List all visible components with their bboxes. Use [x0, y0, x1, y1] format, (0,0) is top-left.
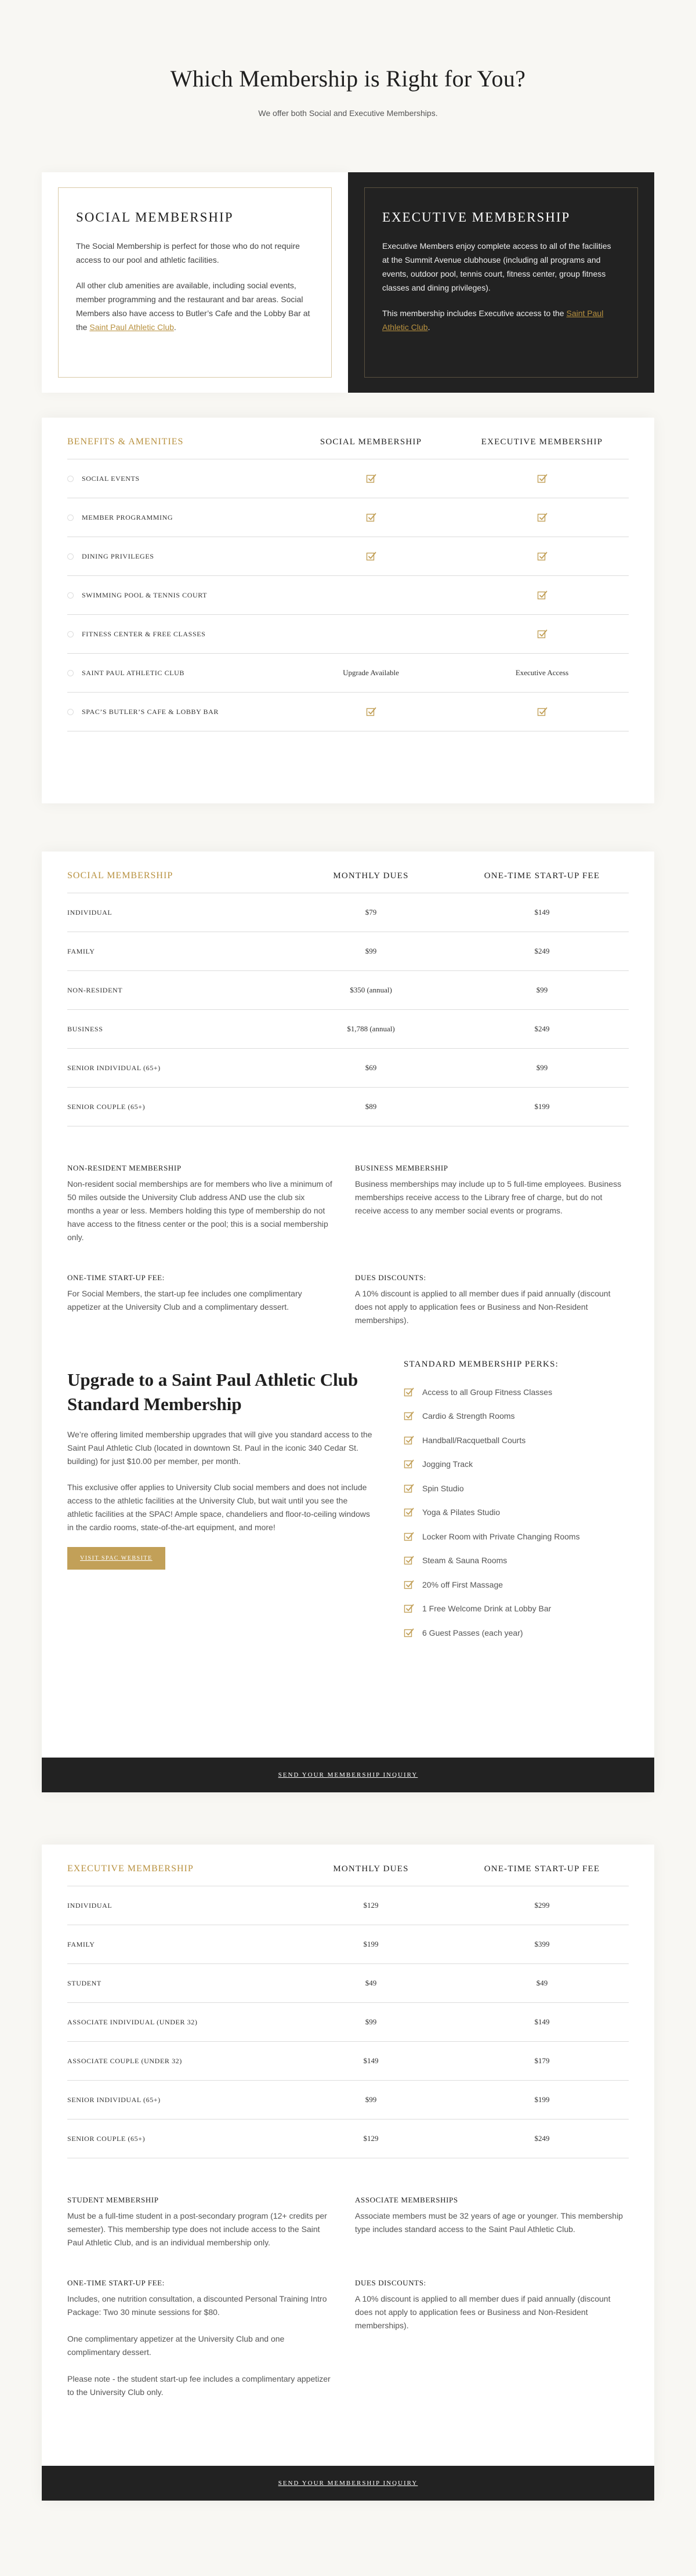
executive-intro-title: EXECUTIVE MEMBERSHIP [382, 210, 571, 224]
executive-intro-text: Executive Members enjoy complete access to all of the facilities at the Summit Avenue clubhouse (including all programs and events, outdoor pool, tennis court, fitness center, group fitness classes and dining privileges). [382, 241, 611, 292]
perk-label: Handball/Racquetball Courts [422, 1435, 526, 1445]
checkbox-check-icon [366, 473, 376, 484]
membership-type: ASSOCIATE COUPLE (UNDER 32) [67, 2056, 182, 2065]
social-pricing-card [42, 852, 654, 1792]
perk-label: 6 Guest Passes (each year) [422, 1628, 523, 1637]
startup-fee: $249 [534, 2134, 550, 2143]
membership-type: SENIOR COUPLE (65+) [67, 2134, 146, 2143]
benefits-column-header: BENEFITS & AMENITIES [67, 437, 184, 447]
benefit-row [67, 537, 629, 576]
monthly-dues: $99 [365, 2095, 377, 2104]
benefit-label: SPAC’S BUTLER’S CAFE & LOBBY BAR [82, 707, 219, 716]
executive-intro-text-2: This membership includes Executive access to the Saint Paul Athletic Club. [382, 309, 604, 332]
perk-label: Jogging Track [422, 1459, 473, 1469]
cell-text: Executive Access [515, 668, 569, 677]
startup-fee-column-header: ONE-TIME START-UP FEE [484, 1864, 600, 1874]
executive-membership-column-header: EXECUTIVE MEMBERSHIP [67, 1864, 194, 1874]
executive-pricing-card [42, 1845, 654, 2501]
checkbox-check-icon [404, 1628, 414, 1638]
pricing-row [67, 1010, 629, 1049]
note-title: NON-RESIDENT MEMBERSHIP [67, 1164, 182, 1172]
monthly-dues: $129 [363, 2134, 379, 2143]
startup-fee: $299 [534, 1901, 550, 1910]
checkbox-check-icon [404, 1579, 414, 1590]
membership-type: BUSINESS [67, 1024, 103, 1033]
startup-fee: $249 [534, 947, 550, 955]
pricing-row [67, 1088, 629, 1126]
pricing-row [67, 1886, 629, 1925]
note-text: One complimentary appetizer at the University Club and one complimentary dessert. [67, 2334, 285, 2357]
bullet-icon [67, 709, 74, 715]
bullet-icon [67, 592, 74, 599]
monthly-dues: $99 [365, 2017, 377, 2026]
social-cell [285, 707, 456, 717]
benefit-row [67, 654, 629, 693]
note-text: A 10% discount is applied to all member dues if paid annually (discount does not apply to application fees or Business and Non-Resident memberships). [355, 1289, 611, 1325]
bullet-icon [67, 515, 74, 521]
page-subtitle: We offer both Social and Executive Memberships. [258, 108, 438, 118]
checkbox-check-icon [366, 707, 376, 717]
perk-item [404, 1380, 629, 1404]
perks-title: STANDARD MEMBERSHIP PERKS: [404, 1360, 559, 1369]
membership-type: FAMILY [67, 1940, 95, 1948]
executive-cell [456, 668, 628, 677]
startup-fee-column-header: ONE-TIME START-UP FEE [484, 871, 600, 881]
perk-item [404, 1404, 629, 1429]
startup-fee: $399 [534, 1940, 550, 1948]
hero [0, 0, 696, 118]
note-block [67, 2278, 348, 2399]
membership-type: INDIVIDUAL [67, 1901, 113, 1910]
checkbox-check-icon [404, 1531, 414, 1542]
startup-fee: $249 [534, 1024, 550, 1033]
note-block [67, 2195, 348, 2249]
note-text: Non-resident social memberships are for members who live a minimum of 50 miles outside the University Club address AND use the club six months a year or less. Members holding this type of membership do not have access to the fitness center or the pool; this is a social membership only. [67, 1179, 332, 1242]
pricing-row [67, 893, 629, 932]
pricing-row [67, 1049, 629, 1088]
social-pricing-body [67, 893, 629, 1126]
monthly-dues: $1,788 (annual) [347, 1024, 395, 1033]
checkbox-check-icon [404, 1483, 414, 1494]
checkbox-check-icon [366, 512, 376, 523]
perk-item [404, 1621, 629, 1645]
checkbox-check-icon [404, 1507, 414, 1517]
note-text: Includes, one nutrition consultation, a discounted Personal Training Intro Package: Two 30 minute sessions for $80. [67, 2294, 327, 2317]
executive-cell [456, 707, 628, 717]
pricing-row [67, 2120, 629, 2158]
checkbox-check-icon [404, 1411, 414, 1421]
executive-cell [456, 551, 628, 561]
spac-link[interactable]: Saint Paul Athletic Club [382, 309, 604, 332]
checkbox-check-icon [537, 551, 548, 561]
social-pricing-header [67, 860, 629, 893]
monthly-dues: $129 [363, 1901, 379, 1910]
membership-type: INDIVIDUAL [67, 908, 113, 916]
visit-spac-button[interactable]: VISIT SPAC WEBSITE [67, 1547, 165, 1570]
note-title: STUDENT MEMBERSHIP [67, 2195, 159, 2204]
perk-item [404, 1524, 629, 1549]
perk-label: Access to all Group Fitness Classes [422, 1387, 553, 1397]
note-text: A 10% discount is applied to all member dues if paid annually (discount does not apply to application fees or Business and Non-Resident memberships). [355, 2294, 611, 2330]
membership-type: STUDENT [67, 1979, 102, 1987]
social-intro-text-2: All other club amenities are available, including social events, member programming and the restaurant and bar areas. Social Members also have access to Butler’s Cafe and the Lobby Bar at the Saint Paul Athletic Club. [76, 281, 310, 332]
benefit-row [67, 459, 629, 498]
social-column-header: SOCIAL MEMBERSHIP [320, 437, 422, 447]
benefit-label: DINING PRIVILEGES [82, 552, 154, 560]
checkbox-check-icon [537, 590, 548, 600]
note-title: ONE-TIME START-UP FEE: [67, 1273, 165, 1282]
upgrade-text-2: This exclusive offer applies to University Club social members and does not include access to the athletic facilities at the University Club, but wait until you see the athletic facilities at the SPAC! Ample space, chandeliers and floor-to-ceiling windows in the cardio rooms, state-of-the-art equipment, and more! [67, 1483, 370, 1532]
startup-fee: $199 [534, 1102, 550, 1111]
benefit-label: MEMBER PROGRAMMING [82, 513, 173, 521]
membership-type: SENIOR COUPLE (65+) [67, 1102, 146, 1111]
benefit-label: SOCIAL EVENTS [82, 474, 140, 483]
note-title: BUSINESS MEMBERSHIP [355, 1164, 448, 1172]
executive-notes [67, 2195, 629, 2399]
perk-item [404, 1476, 629, 1501]
checkbox-check-icon [537, 707, 548, 717]
note-title: DUES DISCOUNTS: [355, 1273, 426, 1282]
perk-item [404, 1501, 629, 1525]
benefit-label: FITNESS CENTER & FREE CLASSES [82, 629, 206, 638]
perk-label: Locker Room with Private Changing Rooms [422, 1531, 580, 1541]
benefits-table-body [67, 459, 629, 731]
bullet-icon [67, 631, 74, 637]
upgrade-text: We’re offering limited membership upgrades that will give you standard access to the Saint Paul Athletic Club (located in downtown St. Paul in the iconic 340 Cedar St. building) for just $10.00 per member, per month. [67, 1430, 372, 1466]
checkbox-check-icon [404, 1387, 414, 1397]
executive-column-header: EXECUTIVE MEMBERSHIP [481, 437, 603, 447]
checkbox-check-icon [537, 629, 548, 639]
benefits-table-header [67, 426, 629, 459]
startup-fee: $149 [534, 2017, 550, 2026]
benefit-row [67, 615, 629, 654]
membership-type: NON-RESIDENT [67, 986, 123, 994]
checkbox-check-icon [404, 1555, 414, 1566]
bullet-icon [67, 553, 74, 560]
social-intro-text: The Social Membership is perfect for those who do not require access to our pool and athletic facilities. [76, 241, 300, 265]
social-notes [67, 1164, 629, 1327]
note-block [348, 1164, 629, 1244]
monthly-dues: $199 [363, 1940, 379, 1948]
perk-label: 20% off First Massage [422, 1579, 503, 1589]
note-block [67, 1164, 348, 1244]
executive-cell [456, 590, 628, 600]
benefit-label: SWIMMING POOL & TENNIS COURT [82, 590, 208, 599]
monthly-dues-column-header: MONTHLY DUES [333, 871, 409, 881]
social-cell [285, 512, 456, 523]
perk-item [404, 1549, 629, 1573]
executive-cell [456, 629, 628, 639]
monthly-dues: $149 [363, 2056, 379, 2065]
benefits-card [42, 418, 654, 803]
note-title: ONE-TIME START-UP FEE: [67, 2278, 165, 2287]
perk-item [404, 1597, 629, 1621]
note-title: ASSOCIATE MEMBERSHIPS [355, 2195, 458, 2204]
membership-type: ASSOCIATE INDIVIDUAL (UNDER 32) [67, 2017, 198, 2026]
page-title: Which Membership is Right for You? [170, 66, 526, 92]
membership-type: SENIOR INDIVIDUAL (65+) [67, 2095, 161, 2104]
monthly-dues: $89 [365, 1102, 377, 1111]
perks-list [404, 1380, 629, 1645]
pricing-row [67, 2003, 629, 2042]
perk-label: Cardio & Strength Rooms [422, 1411, 515, 1421]
membership-intro [42, 172, 654, 393]
monthly-dues: $49 [365, 1979, 377, 1987]
perk-label: Yoga & Pilates Studio [422, 1508, 501, 1517]
upgrade-title: Upgrade to a Saint Paul Athletic Club Standard Membership [67, 1369, 358, 1414]
startup-fee: $99 [536, 986, 548, 994]
benefit-label: SAINT PAUL ATHLETIC CLUB [82, 668, 184, 677]
note-text: For Social Members, the start-up fee includes one complimentary appetizer at the University Club and a complimentary dessert. [67, 1289, 302, 1311]
social-cell [285, 551, 456, 561]
benefit-row [67, 693, 629, 731]
membership-type: FAMILY [67, 947, 95, 955]
executive-pricing-header [67, 1853, 629, 1886]
note-block [348, 1273, 629, 1327]
upgrade-section [67, 1360, 629, 1645]
spac-link[interactable]: Saint Paul Athletic Club [89, 323, 174, 332]
perk-label: Steam & Sauna Rooms [422, 1556, 507, 1566]
startup-fee: $149 [534, 908, 550, 916]
note-text: Please note - the student start-up fee includes a complimentary appetizer to the University Club only. [67, 2374, 331, 2397]
monthly-dues: $350 (annual) [350, 986, 392, 994]
executive-cell [456, 512, 628, 523]
startup-fee: $199 [534, 2095, 550, 2104]
benefit-row [67, 576, 629, 615]
monthly-dues-column-header: MONTHLY DUES [333, 1864, 409, 1874]
social-membership-column-header: SOCIAL MEMBERSHIP [67, 871, 173, 881]
note-title: DUES DISCOUNTS: [355, 2278, 426, 2287]
checkbox-check-icon [537, 512, 548, 523]
checkbox-check-icon [366, 551, 376, 561]
executive-intro-box [348, 172, 654, 393]
bullet-icon [67, 670, 74, 676]
social-cell [285, 473, 456, 484]
perk-item [404, 1573, 629, 1597]
cell-text: Upgrade Available [343, 668, 399, 677]
note-block [67, 1273, 348, 1327]
monthly-dues: $69 [365, 1063, 377, 1072]
perk-item [404, 1452, 629, 1477]
note-text: Must be a full-time student in a post-secondary program (12+ credits per semester). This membership type does not include access to the Saint Paul Athletic Club, and is an individual membership only. [67, 2211, 327, 2247]
executive-pricing-body [67, 1886, 629, 2158]
perk-label: Spin Studio [422, 1483, 464, 1493]
startup-fee: $179 [534, 2056, 550, 2065]
perk-item [404, 1428, 629, 1452]
checkbox-check-icon [404, 1459, 414, 1469]
pricing-row [67, 1964, 629, 2003]
checkbox-check-icon [404, 1603, 414, 1614]
send-inquiry-button[interactable]: SEND YOUR MEMBERSHIP INQUIRY [42, 1758, 654, 1792]
startup-fee: $99 [536, 1063, 548, 1072]
startup-fee: $49 [536, 1979, 548, 1987]
checkbox-check-icon [404, 1435, 414, 1445]
note-text: Associate members must be 32 years of age or younger. This membership type includes standard access to the Saint Paul Athletic Club. [355, 2211, 623, 2234]
pricing-row [67, 971, 629, 1010]
social-cell [285, 668, 456, 677]
note-block [348, 2278, 629, 2399]
perk-label: 1 Free Welcome Drink at Lobby Bar [422, 1604, 552, 1614]
pricing-row [67, 932, 629, 971]
membership-type: SENIOR INDIVIDUAL (65+) [67, 1063, 161, 1072]
bullet-icon [67, 476, 74, 482]
social-intro-box [42, 172, 348, 393]
note-text: Business memberships may include up to 5 full-time employees. Business memberships receive access to the Library free of charge, but do not receive access to any member social events or programs. [355, 1179, 622, 1215]
checkbox-check-icon [537, 473, 548, 484]
monthly-dues: $99 [365, 947, 377, 955]
pricing-row [67, 2042, 629, 2081]
executive-cell [456, 473, 628, 484]
benefit-row [67, 498, 629, 537]
send-inquiry-button[interactable]: SEND YOUR MEMBERSHIP INQUIRY [42, 2466, 654, 2501]
pricing-row [67, 2081, 629, 2120]
note-block [348, 2195, 629, 2249]
pricing-row [67, 1925, 629, 1964]
social-intro-title: SOCIAL MEMBERSHIP [76, 210, 234, 224]
monthly-dues: $79 [365, 908, 377, 916]
